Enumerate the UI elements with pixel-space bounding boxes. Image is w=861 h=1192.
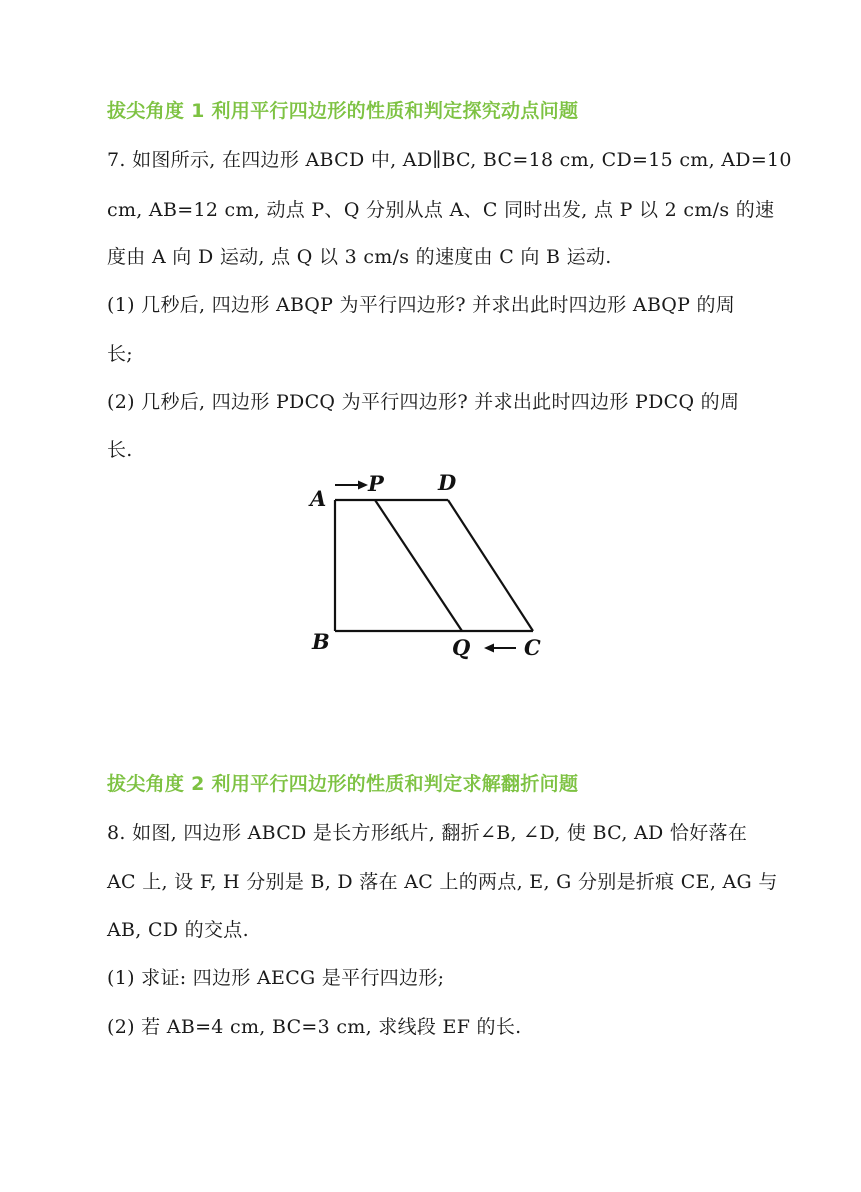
problem7-question-1: (1) 几秒后, 四边形 ABQP 为平行四边形? 并求出此时四边形 ABQP 的周 (107, 294, 736, 316)
problem8-question-1: (1) 求证: 四边形 AECG 是平行四边形; (107, 967, 445, 989)
segment-dc (448, 500, 533, 631)
problem7-question-1-cont: 长; (107, 343, 134, 365)
label-a: A (310, 486, 327, 511)
problem7-line-3: 度由 A 向 D 运动, 点 Q 以 3 cm/s 的速度由 C 向 B 运动. (107, 246, 612, 268)
label-p: P (368, 471, 384, 496)
arrow-right-icon (358, 481, 368, 490)
label-c: C (524, 635, 541, 660)
problem8-line-2: AC 上, 设 F, H 分别是 B, D 落在 AC 上的两点, E, G 分别是折痕 CE, AG 与 (107, 871, 778, 893)
segment-pq (375, 500, 462, 631)
problem8-line-1: 8. 如图, 四边形 ABCD 是长方形纸片, 翻折∠B, ∠D, 使 BC, AD 恰好落在 (107, 822, 748, 844)
label-q: Q (452, 635, 471, 660)
trapezoid-figure (300, 465, 560, 665)
problem7-line-1: 7. 如图所示, 在四边形 ABCD 中, AD∥BC, BC=18 cm, CD=15 cm, AD=10 (107, 149, 792, 171)
arrow-left-icon (484, 644, 494, 653)
section2-heading: 拔尖角度 2 利用平行四边形的性质和判定求解翻折问题 (107, 773, 579, 795)
label-b: B (312, 629, 330, 654)
problem8-line-3: AB, CD 的交点. (107, 919, 249, 941)
problem8-question-2: (2) 若 AB=4 cm, BC=3 cm, 求线段 EF 的长. (107, 1016, 522, 1038)
problem7-line-2: cm, AB=12 cm, 动点 P、Q 分别从点 A、C 同时出发, 点 P 以 2 cm/s 的速 (107, 199, 775, 221)
section1-heading: 拔尖角度 1 利用平行四边形的性质和判定探究动点问题 (107, 100, 579, 122)
problem7-question-2-cont: 长. (107, 439, 133, 461)
label-d: D (438, 470, 457, 495)
problem7-question-2: (2) 几秒后, 四边形 PDCQ 为平行四边形? 并求出此时四边形 PDCQ 的周 (107, 391, 740, 413)
